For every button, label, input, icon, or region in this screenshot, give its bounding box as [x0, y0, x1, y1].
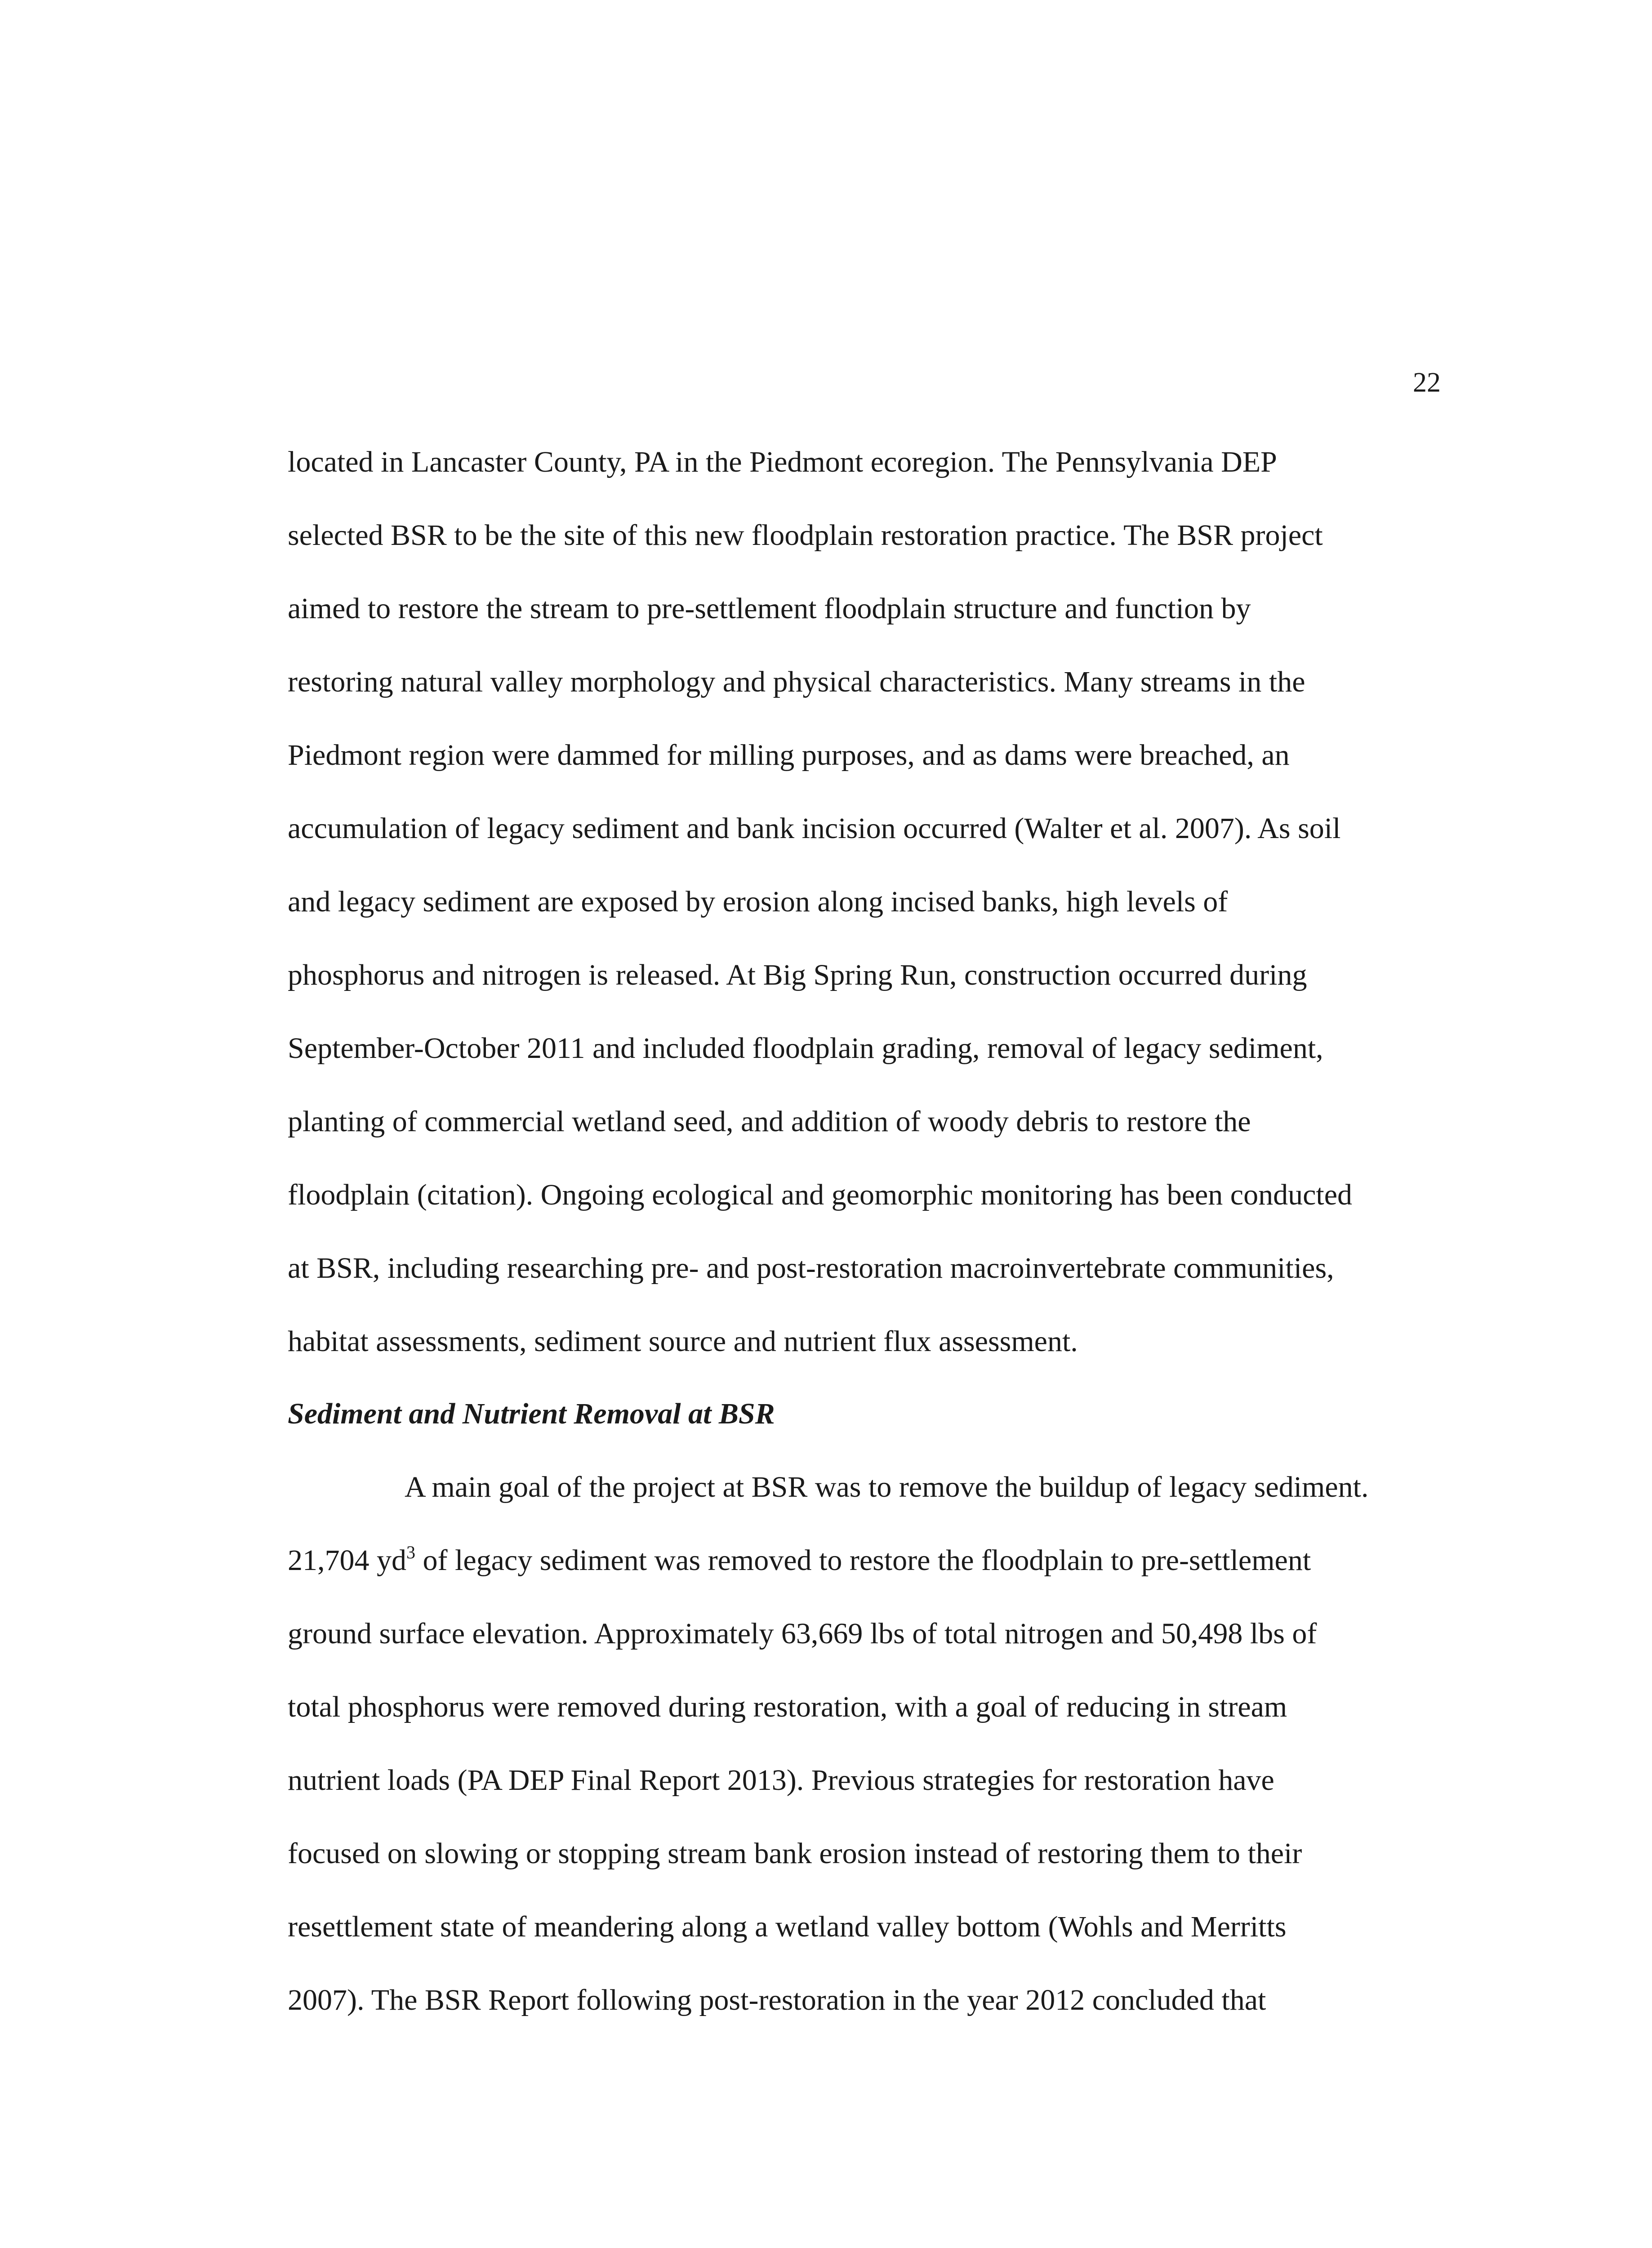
- paragraph-line: at BSR, including researching pre- and post-restoration macroinvertebrate communities,: [288, 1252, 1334, 1285]
- paragraph-line: restoring natural valley morphology and physical characteristics. Many streams in the: [288, 665, 1305, 698]
- paragraph-line: selected BSR to be the site of this new floodplain restoration practice. The BSR project: [288, 519, 1323, 552]
- paragraph-line: [288, 1542, 1311, 1577]
- paragraph-line-text: of legacy sediment was removed to restore the floodplain to pre-settlement: [415, 1544, 1311, 1577]
- paragraph-line: nutrient loads (PA DEP Final Report 2013). Previous strategies for restoration have: [288, 1764, 1274, 1797]
- paragraph-line: and legacy sediment are exposed by erosion along incised banks, high levels of: [288, 885, 1228, 918]
- paragraph-line: 2007). The BSR Report following post-restoration in the year 2012 concluded that: [288, 1984, 1266, 2016]
- paragraph-line: resettlement state of meandering along a wetland valley bottom (Wohls and Merritts: [288, 1910, 1287, 1943]
- paragraph-line: floodplain (citation). Ongoing ecological and geomorphic monitoring has been conducted: [288, 1178, 1353, 1211]
- volume-value: 21,704 yd: [288, 1544, 406, 1577]
- paragraph-line: located in Lancaster County, PA in the Piedmont ecoregion. The Pennsylvania DEP: [288, 446, 1277, 478]
- paragraph-line: ground surface elevation. Approximately 63,669 lbs of total nitrogen and 50,498 lbs of: [288, 1617, 1317, 1650]
- paragraph-line: aimed to restore the stream to pre-settlement floodplain structure and function by: [288, 592, 1251, 625]
- paragraph-line: focused on slowing or stopping stream bank erosion instead of restoring them to their: [288, 1837, 1302, 1870]
- paragraph-line: A main goal of the project at BSR was to remove the buildup of legacy sediment.: [405, 1471, 1369, 1503]
- paragraph-line: phosphorus and nitrogen is released. At Big Spring Run, construction occurred during: [288, 959, 1307, 991]
- paragraph-line: habitat assessments, sediment source and nutrient flux assessment.: [288, 1325, 1078, 1358]
- section-heading: Sediment and Nutrient Removal at BSR: [288, 1397, 775, 1430]
- page-number: 22: [1413, 367, 1441, 398]
- paragraph-line: Piedmont region were dammed for milling purposes, and as dams were breached, an: [288, 739, 1290, 772]
- superscript-exponent: 3: [406, 1542, 415, 1562]
- paragraph-line: accumulation of legacy sediment and bank incision occurred (Walter et al. 2007). As soil: [288, 812, 1341, 845]
- paragraph-line: total phosphorus were removed during restoration, with a goal of reducing in stream: [288, 1690, 1287, 1723]
- paragraph-line: planting of commercial wetland seed, and addition of woody debris to restore the: [288, 1105, 1251, 1138]
- paragraph-line: September-October 2011 and included floodplain grading, removal of legacy sediment,: [288, 1032, 1323, 1065]
